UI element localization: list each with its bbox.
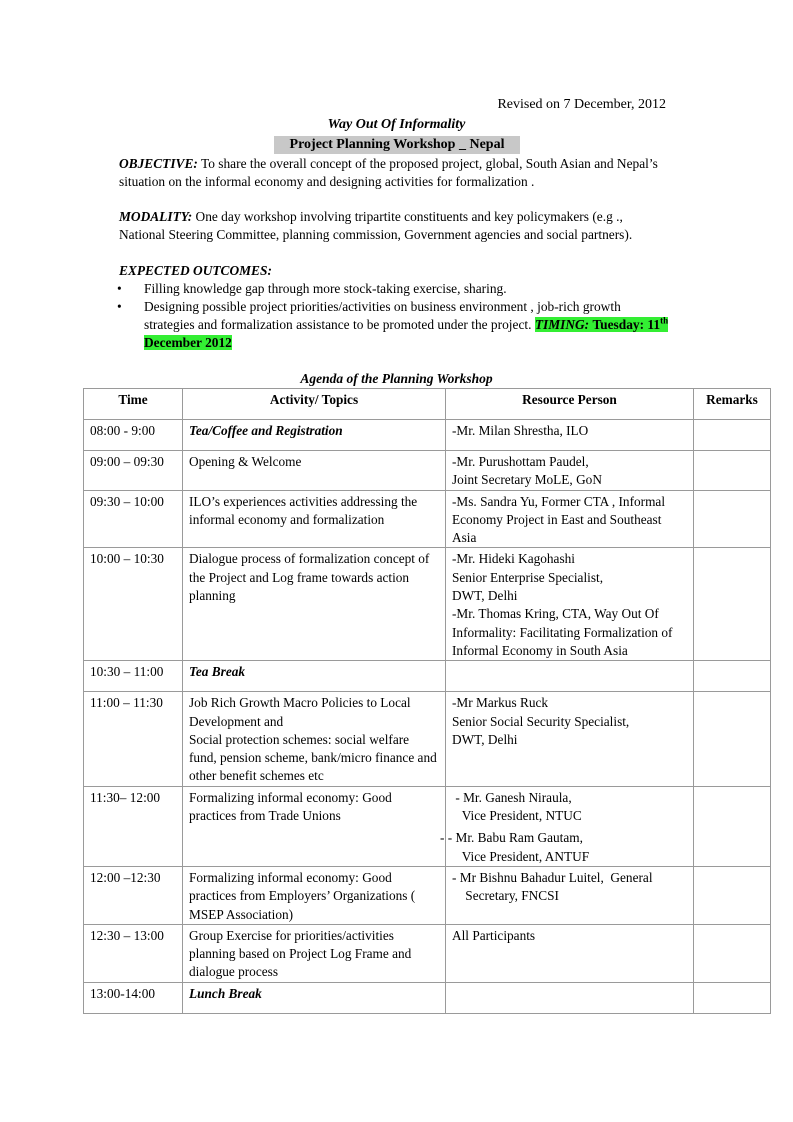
cell-resource: -Mr Markus Ruck Senior Social Security Specialist, DWT, Delhi [446,692,694,786]
cell-remarks [694,982,771,1013]
cell-resource: - Mr. Ganesh Niraula, Vice President, NTUC - - Mr. Babu Ram Gautam, Vice President, ANTUF [446,786,694,866]
cell-activity: Opening & Welcome [183,451,446,491]
cell-activity: Formalizing informal economy: Good practices from Employers’ Organizations ( MSEP Association) [183,866,446,924]
cell-remarks [694,490,771,548]
cell-resource [446,982,694,1013]
table-row [84,490,771,548]
header-activity: Activity/ Topics [183,389,446,420]
cell-resource: -Ms. Sandra Yu, Former CTA , Informal Economy Project in East and Southeast Asia [446,490,694,548]
cell-remarks [694,924,771,982]
cell-activity: Job Rich Growth Macro Policies to Local Development and Social protection schemes: social welfare fund, pension scheme, bank/micro finance and other benefit schemes etc [183,692,446,786]
table-row [84,451,771,491]
cell-time: 08:00 - 9:00 [84,420,183,451]
cell-remarks [694,661,771,692]
expected-outcomes-label: EXPECTED OUTCOMES: [119,263,272,278]
objective-label: OBJECTIVE: [119,156,198,171]
cell-time: 12:30 – 13:00 [84,924,183,982]
table-row [84,866,771,924]
header-resource: Resource Person [446,389,694,420]
cell-time: 09:00 – 09:30 [84,451,183,491]
table-row [84,692,771,786]
table-row [84,661,771,692]
cell-resource: -Mr. Purushottam Paudel, Joint Secretary MoLE, GoN [446,451,694,491]
agenda-table [83,388,771,1014]
outcome-text: Filling knowledge gap through more stock-taking exercise, sharing. [144,281,507,296]
cell-remarks [694,451,771,491]
cell-activity: Formalizing informal economy: Good practices from Trade Unions [183,786,446,866]
cell-activity: Dialogue process of formalization concept of the Project and Log frame towards action planning [183,548,446,661]
cell-remarks [694,548,771,661]
table-row [84,924,771,982]
objective-text: To share the overall concept of the proposed project, global, South Asian and Nepal’s situation on the informal economy and designing activities for formalization . [119,156,658,189]
cell-resource: - Mr Bishnu Bahadur Luitel, General Secretary, FNCSI [446,866,694,924]
table-header-row [84,389,771,420]
modality-text: One day workshop involving tripartite constituents and key policymakers (e.g ., National Steering Committee, planning commission, Government agencies and social partners). [119,209,633,242]
outcomes-list [117,280,672,352]
timing-value: Tuesday: 11th December 2012 [144,315,669,350]
cell-remarks [694,420,771,451]
cell-time: 09:30 – 10:00 [84,490,183,548]
cell-resource: -Mr. Hideki Kagohashi Senior Enterprise Specialist, DWT, Delhi -Mr. Thomas Kring, CTA, Way Out Of Informality: Facilitating Formalization of Informal Economy in South Asia [446,548,694,661]
cell-activity: Lunch Break [183,982,446,1013]
cell-activity: Group Exercise for priorities/activities planning based on Project Log Frame and dialogue process [183,924,446,982]
cell-remarks [694,866,771,924]
cell-time: 11:30– 12:00 [84,786,183,866]
modality-paragraph [119,208,671,244]
table-row [84,786,771,866]
cell-time: 10:30 – 11:00 [84,661,183,692]
list-item [117,298,672,352]
document-subtitle: Project Planning Workshop _ Nepal [274,136,520,154]
timing-label: TIMING: [534,317,593,332]
table-row [84,420,771,451]
cell-time: 11:00 – 11:30 [84,692,183,786]
objective-paragraph [119,155,671,191]
revised-date: Revised on 7 December, 2012 [497,97,666,112]
cell-resource: All Participants [446,924,694,982]
cell-remarks [694,692,771,786]
cell-time: 10:00 – 10:30 [84,548,183,661]
document-title: Way Out Of Informality [327,117,466,132]
table-row [84,982,771,1013]
cell-time: 13:00-14:00 [84,982,183,1013]
table-row [84,548,771,661]
cell-activity: Tea/Coffee and Registration [183,420,446,451]
cell-time: 12:00 –12:30 [84,866,183,924]
modality-label: MODALITY: [119,209,193,224]
cell-resource [446,661,694,692]
outcome-text: Designing possible project priorities/activities on business environment , job-rich growth strategies and formalization assistance to be promoted under the project. [144,299,621,332]
header-remarks: Remarks [694,389,771,420]
header-time: Time [84,389,183,420]
agenda-title: Agenda of the Planning Workshop [300,371,493,386]
cell-activity: ILO’s experiences activities addressing the informal economy and formalization [183,490,446,548]
cell-resource: -Mr. Milan Shrestha, ILO [446,420,694,451]
cell-activity: Tea Break [183,661,446,692]
cell-remarks [694,786,771,866]
list-item [117,280,672,298]
